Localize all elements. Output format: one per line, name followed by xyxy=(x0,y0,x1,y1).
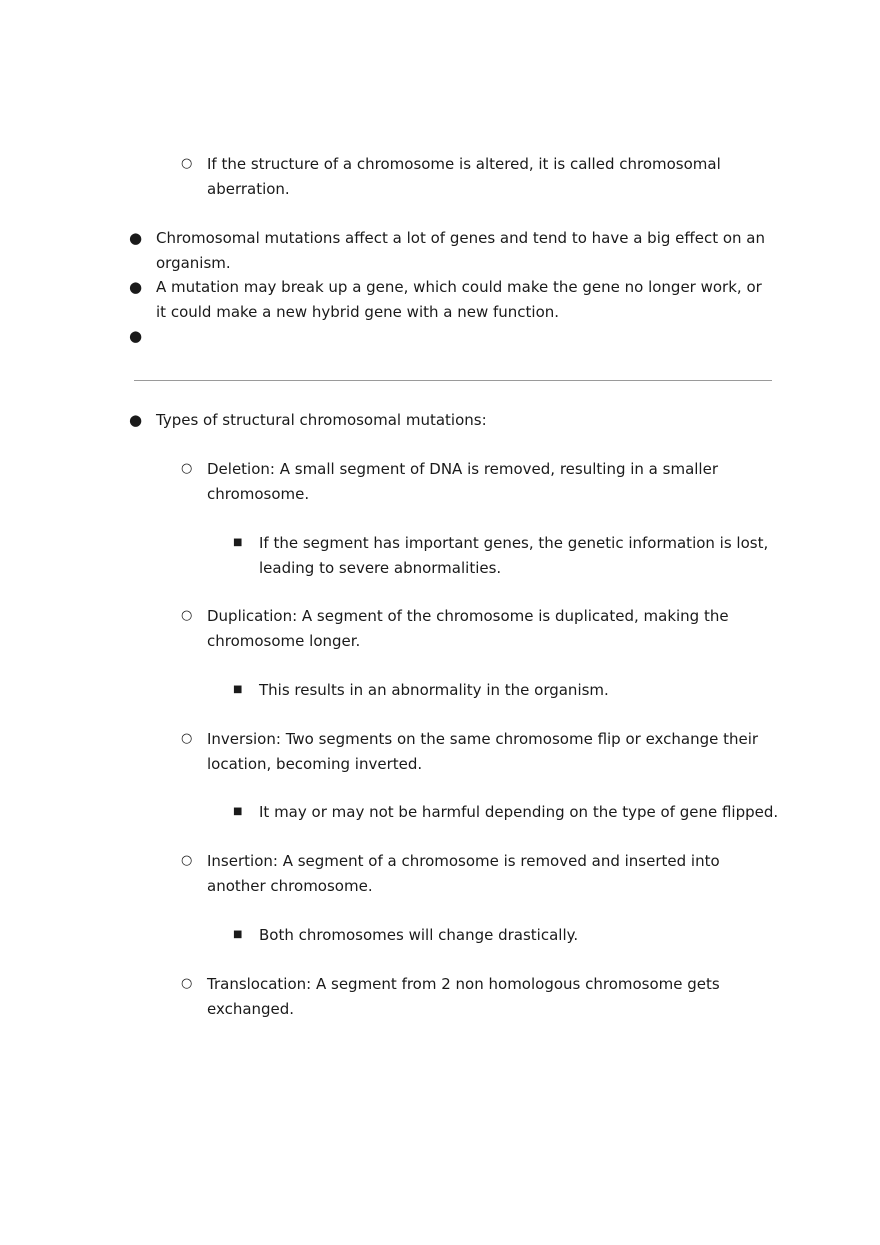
circle-bullet-icon: ○ xyxy=(181,156,193,171)
type-detail: This results in an abnormality in the organism. xyxy=(259,681,609,699)
list-item-inversion xyxy=(181,727,767,776)
square-bullet-icon: ■ xyxy=(233,684,243,695)
square-bullet-icon: ■ xyxy=(233,806,243,817)
list-item-text: A mutation may break up a gene, which could make the gene no longer work, or it could make a new hybrid gene with a new function. xyxy=(156,278,762,321)
type-detail: Both chromosomes will change drastically. xyxy=(259,926,579,944)
type-detail: It may or may not be harmful depending on the type of gene flipped. xyxy=(259,803,779,821)
list-item-aberration xyxy=(181,152,767,201)
disc-bullet-icon: ● xyxy=(129,278,143,296)
circle-bullet-icon: ○ xyxy=(181,853,193,868)
list-item-duplication xyxy=(181,604,767,653)
list-item-text: Chromosomal mutations affect a lot of genes and tend to have a big effect on an organism. xyxy=(156,229,765,272)
list-item-translocation xyxy=(181,972,767,1021)
section-heading: Types of structural chromosomal mutations: xyxy=(156,411,487,429)
circle-bullet-icon: ○ xyxy=(181,608,193,623)
list-item-text: If the structure of a chromosome is altered, it is called chromosomal aberration. xyxy=(207,155,721,198)
circle-bullet-icon: ○ xyxy=(181,976,193,991)
type-definition: Translocation: A segment from 2 non homologous chromosome gets exchanged. xyxy=(207,975,720,1018)
square-bullet-icon: ■ xyxy=(233,929,243,940)
square-bullet-icon: ■ xyxy=(233,537,243,548)
type-definition: Deletion: A small segment of DNA is removed, resulting in a smaller chromosome. xyxy=(207,460,718,503)
horizontal-divider xyxy=(134,380,772,381)
list-item-insertion xyxy=(181,849,767,898)
type-detail: If the segment has important genes, the genetic information is lost, leading to severe abnormalities. xyxy=(259,534,769,577)
type-definition: Duplication: A segment of the chromosome is duplicated, making the chromosome longer. xyxy=(207,607,729,650)
disc-bullet-icon: ● xyxy=(129,229,143,247)
list-item-deletion xyxy=(181,457,767,506)
type-definition: Inversion: Two segments on the same chromosome flip or exchange their location, becoming inverted. xyxy=(207,730,759,773)
list-item-duplication-detail xyxy=(233,678,779,703)
circle-bullet-icon: ○ xyxy=(181,461,193,476)
disc-bullet-icon: ● xyxy=(129,411,143,429)
list-item-inversion-detail xyxy=(233,800,789,825)
list-item-types-heading xyxy=(129,408,776,433)
list-item-insertion-detail xyxy=(233,923,779,948)
list-item-effect xyxy=(129,226,776,275)
circle-bullet-icon: ○ xyxy=(181,731,193,746)
list-item-deletion-detail xyxy=(233,531,779,580)
type-definition: Insertion: A segment of a chromosome is removed and inserted into another chromosome. xyxy=(207,852,720,895)
list-item-hybrid-gene xyxy=(129,275,776,324)
disc-bullet-icon: ● xyxy=(129,327,143,345)
